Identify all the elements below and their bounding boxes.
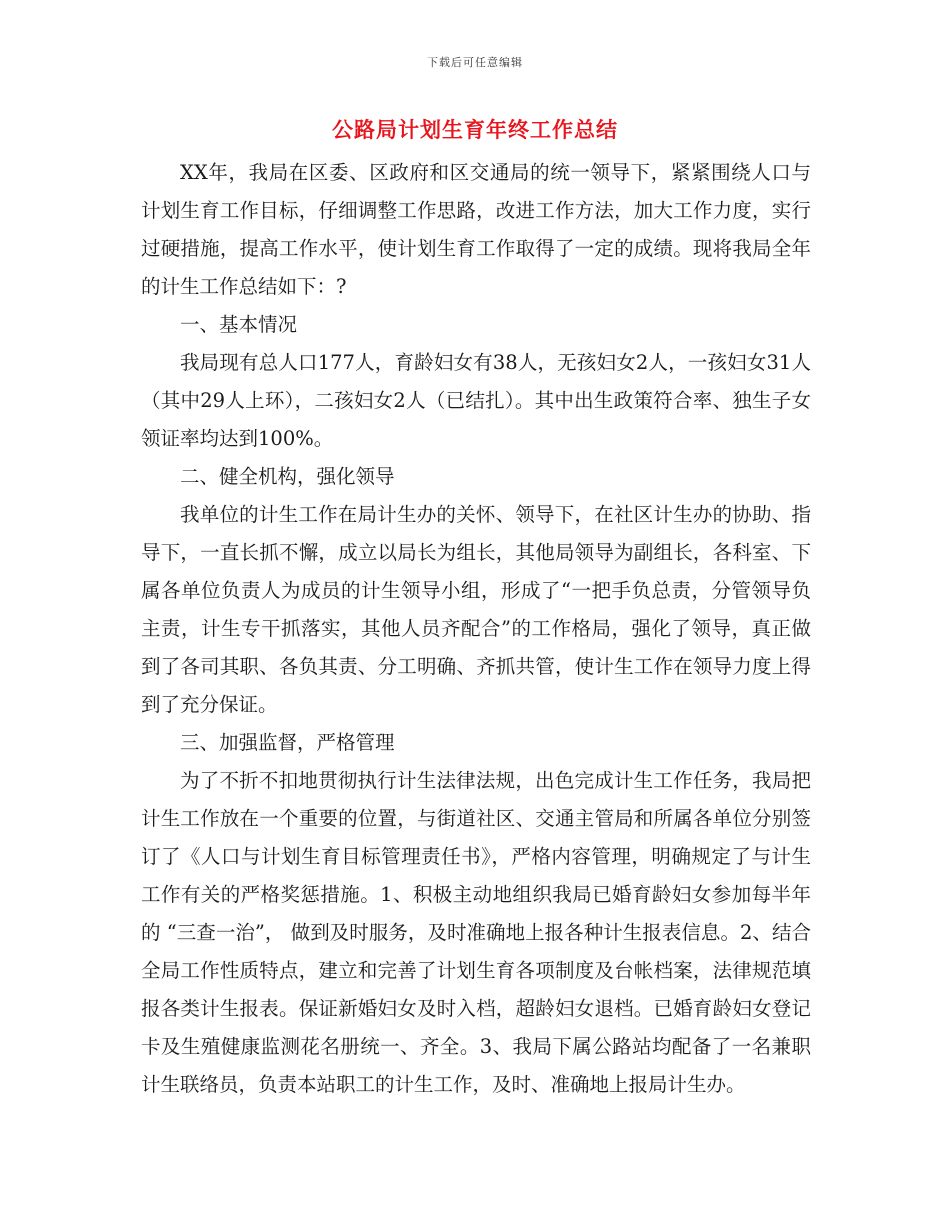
heading-organization: 二、健全机构，强化领导 [180,465,395,488]
paragraph-intro: XX年，我局在区委、区政府和区交通局的统一领导下，紧紧围绕人口与计划生育工作目标，仔细调整工作思路，改进工作方法，加大工作力度，实行过硬措施，提高工作水平，使计划生育工作取得了一定的成绩。现将我局全年的计生工作总结如下：? [141,161,811,298]
document-title: 公路局计划生育年终工作总结 [332,117,618,142]
paragraph-basic-situation: 我局现有总人口177人，育龄妇女有38人，无孩妇女2人，一孩妇女31人（其中29人上环），二孩妇女2人（已结扎）。其中出生政策符合率、独生子女领证率均达到100%。 [141,351,811,450]
paragraph-organization: 我单位的计生工作在局计生办的关怀、领导下，在社区计生办的协助、指导下，一直长抓不懈，成立以局长为组长，其他局领导为副组长，各科室、下属各单位负责人为成员的计生领导小组，形成了“一把手负总责，分管领导负主责，计生专干抓落实，其他人员齐配合”的工作格局，强化了领导，真正做到了各司其职、各负其责、分工明确、齐抓共管，使计生工作在领导力度上得到了充分保证。 [141,503,811,716]
document-body [141,154,811,1104]
heading-basic-situation: 一、基本情况 [180,313,298,336]
heading-supervision: 三、加强监督，严格管理 [180,731,395,754]
header-note: 下载后可任意编辑 [427,56,523,69]
paragraph-supervision: 为了不折不扣地贯彻执行计生法律法规，出色完成计生工作任务，我局把计生工作放在一个重要的位置，与街道社区、交通主管局和所属各单位分别签订了《人口与计划生育目标管理责任书》，严格内容管理，明确规定了与计生工作有关的严格奖惩措施。1、积极主动地组织我局已婚育龄妇女参加每半年的 “三查一治”， 做到及时服务，及时准确地上报各种计生报表信息。2、结合全局工作性质特点，建立和完善了计划生育各项制度及台帐档案，法律规范填报各类计生报表。保证新婚妇女及时入档，超龄妇女退档。已婚育龄妇女登记卡及生殖健康监测花名册统一、齐全。3、我局下属公路站均配备了一名兼职计生联络员，负责本站职工的计生工作，及时、准确地上报局计生办。 [141,769,811,1096]
